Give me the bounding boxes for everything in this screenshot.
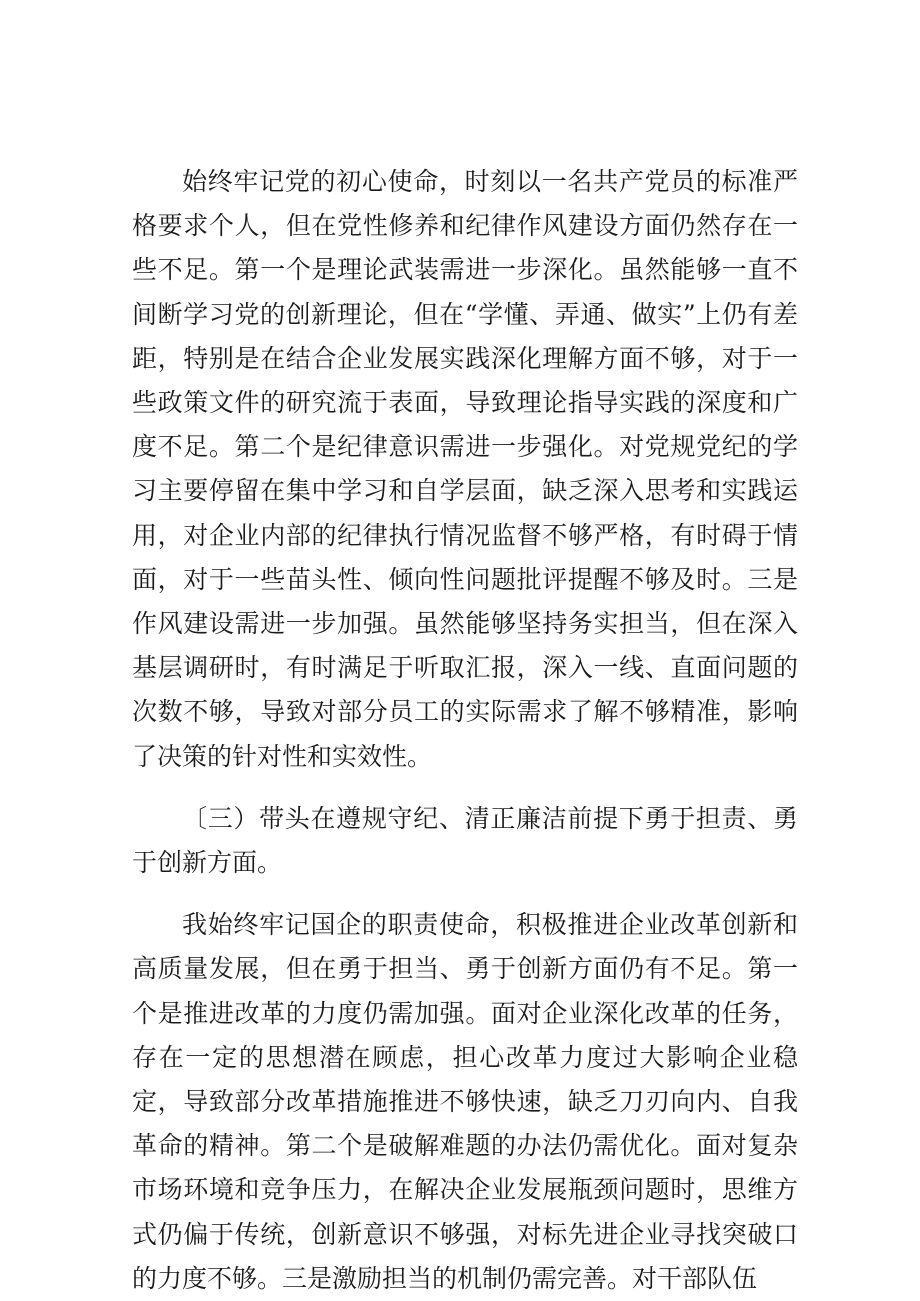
section-heading: 〔三）带头在遵规守纪、清正廉洁前提下勇于担责、勇于创新方面。 <box>132 803 798 878</box>
body-paragraph: 始终牢记党的初心使命，时刻以一名共产党员的标准严格要求个人，但在党性修养和纪律作风建设方面仍然存在一些不足。第一个是理论武装需进一步深化。虽然能够一直不间断学习党的创新理论，但在“学懂、弄通、做实”上仍有差距，特别是在结合企业发展实践深化理解方面不够，对于一些政策文件的研究流于表面，导致理论指导实践的深度和广度不足。第二个是纪律意识需进一步强化。对党规党纪的学习主要停留在集中学习和自学层面，缺乏深入思考和实践运用，对企业内部的纪律执行情况监督不够严格，有时碍于情面，对于一些苗头性、倾向性问题批评提醒不够及时。三是作风建设需进一步加强。虽然能够坚持务实担当，但在深入基层调研时，有时满足于听取汇报，深入一线、直面问题的次数不够，导致对部分员工的实际需求了解不够精准，影响了决策的针对性和实效性。 <box>132 167 798 771</box>
document-body <box>132 160 798 1301</box>
body-paragraph: 我始终牢记国企的职责使命，积极推进企业改革创新和高质量发展，但在勇于担当、勇于创新方面仍有不足。第一个是推进改革的力度仍需加强。面对企业深化改革的任务，存在一定的思想潜在顾虑，担心改革力度过大影响企业稳定，导致部分改革措施推进不够快速，缺乏刀刃向内、自我革命的精神。第二个是破解难题的办法仍需优化。面对复杂市场环境和竞争压力，在解决企业发展瓶颈问题时，思维方式仍偏于传统，创新意识不够强，对标先进企业寻找突破口的力度不够。三是激励担当的机制仍需完善。对干部队伍 <box>132 910 798 1293</box>
